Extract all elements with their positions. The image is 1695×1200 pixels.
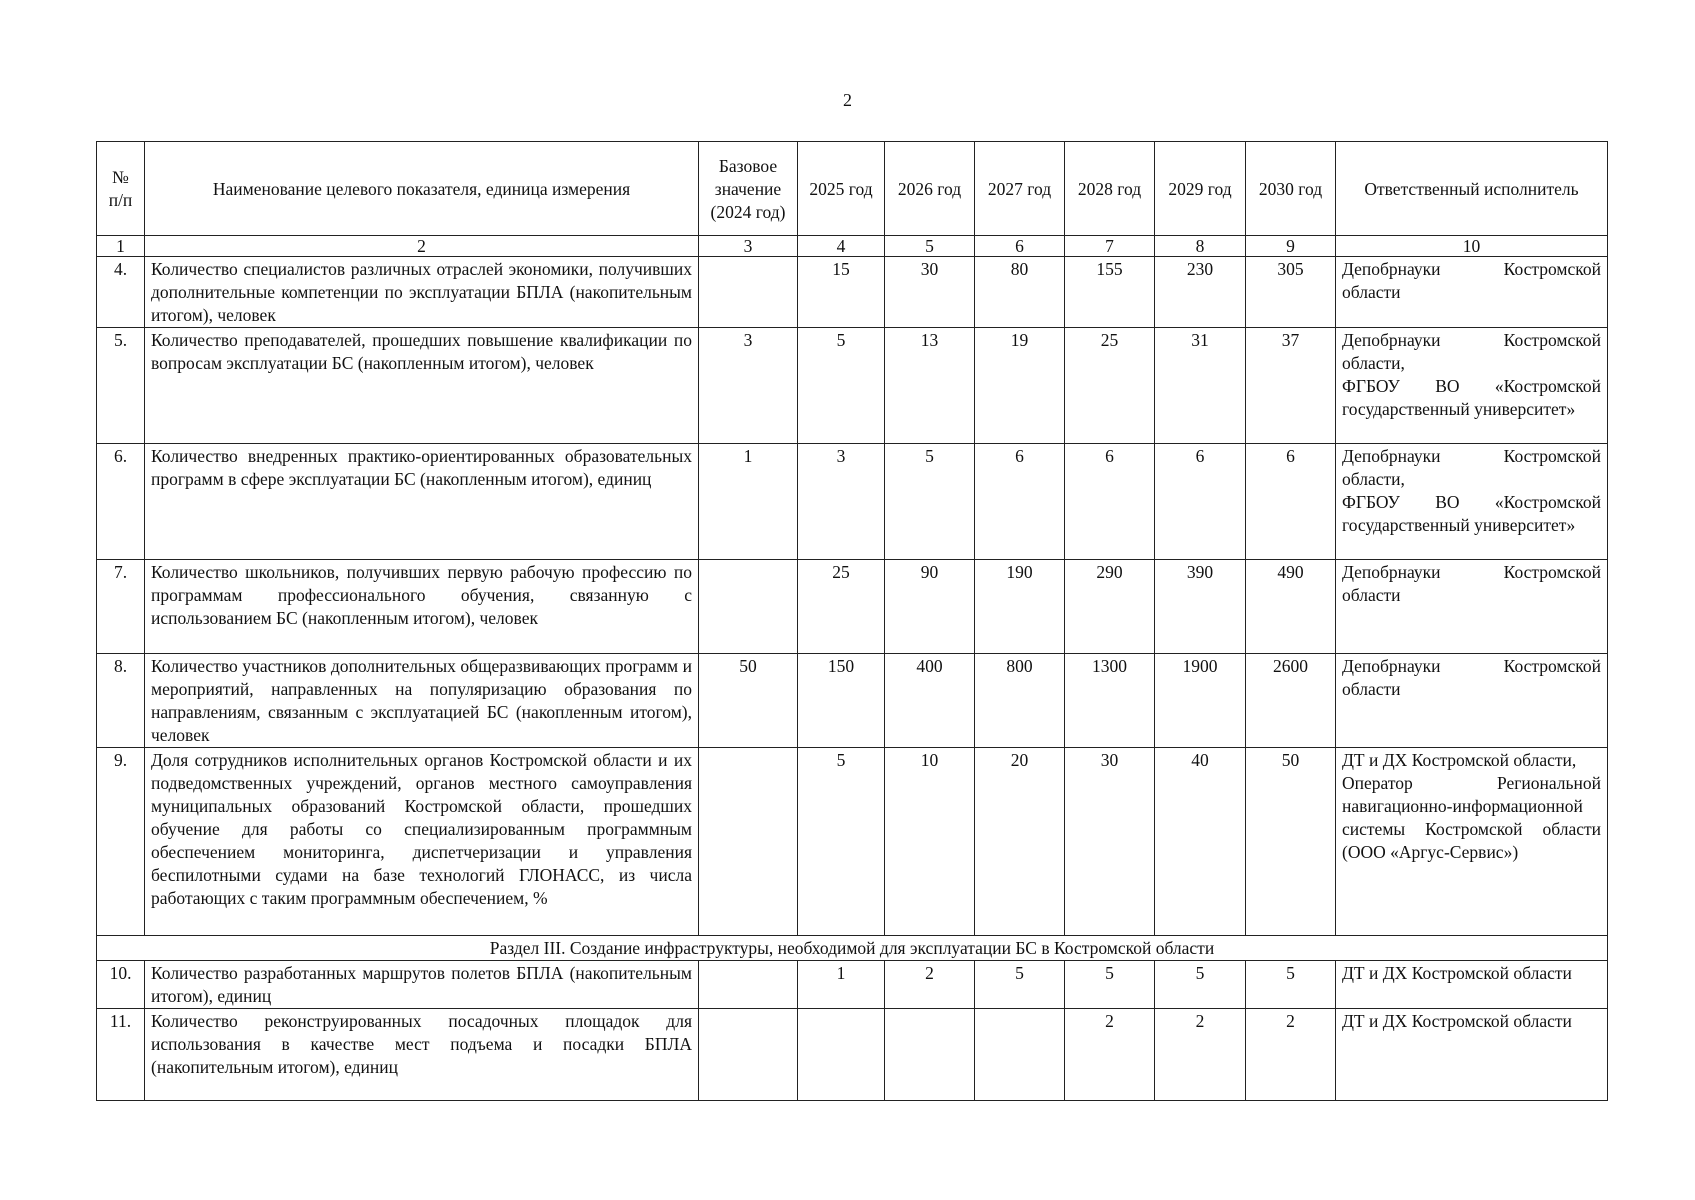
table-row [97, 961, 1608, 1009]
base-value: 3 [699, 328, 798, 444]
year-value: 5 [798, 328, 885, 444]
year-value: 20 [975, 748, 1065, 936]
year-value: 5 [885, 444, 975, 560]
year-value: 25 [798, 560, 885, 654]
column-index-cell: 1 [97, 236, 145, 257]
table-header-row [97, 142, 1608, 236]
year-value: 6 [1246, 444, 1336, 560]
year-value: 40 [1155, 748, 1246, 936]
section-row [97, 936, 1608, 961]
table-row [97, 1009, 1608, 1101]
year-value: 30 [1065, 748, 1155, 936]
row-number: 9. [97, 748, 145, 936]
table-row [97, 560, 1608, 654]
year-value: 390 [1155, 560, 1246, 654]
header-num: № п/п [97, 142, 145, 236]
year-value: 13 [885, 328, 975, 444]
indicator-name: Количество школьников, получивших первую рабочую профессию по программам профессионального обучения, связанную с использованием БС (накопленным итогом), человек [145, 560, 699, 654]
column-index-cell: 2 [145, 236, 699, 257]
responsible-executor [1336, 654, 1608, 748]
year-value: 25 [1065, 328, 1155, 444]
page-number: 2 [843, 90, 852, 110]
header-responsible: Ответственный исполнитель [1336, 142, 1608, 236]
indicator-name: Количество преподавателей, прошедших повышение квалификации по вопросам эксплуатации БС (накопленным итогом), человек [145, 328, 699, 444]
responsible-line: ДТ и ДХ Костромской области [1342, 963, 1572, 983]
responsible-line: Депобрнауки Костромской области [1342, 562, 1601, 605]
indicator-name: Количество специалистов различных отраслей экономики, получивших дополнительные компетенции по эксплуатации БПЛА (накопительным итогом), человек [145, 257, 699, 328]
column-index-row [97, 236, 1608, 257]
year-value: 80 [975, 257, 1065, 328]
year-value: 2600 [1246, 654, 1336, 748]
year-value: 290 [1065, 560, 1155, 654]
table-row [97, 257, 1608, 328]
column-index-cell: 5 [885, 236, 975, 257]
year-value: 2 [1246, 1009, 1336, 1101]
base-value [699, 257, 798, 328]
indicator-name: Доля сотрудников исполнительных органов Костромской области и их подведомственных учреждений, органов местного самоуправления муниципальных образований Костромской области, прошедших обучение для работы со специализированным программным обеспечением мониторинга, диспетчеризации и управления беспилотными судами на базе технологий ГЛОНАСС, из числа работающих с таким программным обеспечением, % [145, 748, 699, 936]
row-number: 10. [97, 961, 145, 1009]
base-value [699, 560, 798, 654]
header-year-2029: 2029 год [1155, 142, 1246, 236]
year-value: 90 [885, 560, 975, 654]
year-value: 5 [1065, 961, 1155, 1009]
row-number: 8. [97, 654, 145, 748]
year-value: 800 [975, 654, 1065, 748]
responsible-line: ФГБОУ ВО «Костромской государственный университет» [1342, 376, 1601, 419]
header-year-2027: 2027 год [975, 142, 1065, 236]
responsible-executor [1336, 257, 1608, 328]
responsible-line: Депобрнауки Костромской области, [1342, 446, 1601, 489]
header-name: Наименование целевого показателя, единица измерения [145, 142, 699, 236]
year-value: 1 [798, 961, 885, 1009]
table-row [97, 444, 1608, 560]
year-value: 5 [1246, 961, 1336, 1009]
section-title: Раздел III. Создание инфраструктуры, необходимой для эксплуатации БС в Костромской области [97, 936, 1608, 961]
indicator-name: Количество реконструированных посадочных площадок для использования в качестве мест подъема и посадки БПЛА (накопительным итогом), единиц [145, 1009, 699, 1101]
row-number: 7. [97, 560, 145, 654]
year-value: 6 [1155, 444, 1246, 560]
indicators-table [96, 141, 1608, 1101]
responsible-line: ДТ и ДХ Костромской области [1342, 1011, 1572, 1031]
year-value [975, 1009, 1065, 1101]
responsible-executor [1336, 560, 1608, 654]
base-value [699, 748, 798, 936]
responsible-line: ФГБОУ ВО «Костромской государственный университет» [1342, 492, 1601, 535]
header-year-2025: 2025 год [798, 142, 885, 236]
column-index-cell: 4 [798, 236, 885, 257]
year-value: 10 [885, 748, 975, 936]
year-value: 305 [1246, 257, 1336, 328]
header-year-2030: 2030 год [1246, 142, 1336, 236]
header-year-2028: 2028 год [1065, 142, 1155, 236]
year-value: 2 [1155, 1009, 1246, 1101]
year-value: 6 [1065, 444, 1155, 560]
column-index-cell: 3 [699, 236, 798, 257]
column-index-cell: 9 [1246, 236, 1336, 257]
column-index-cell: 6 [975, 236, 1065, 257]
responsible-executor [1336, 328, 1608, 444]
base-value: 50 [699, 654, 798, 748]
column-index-cell: 8 [1155, 236, 1246, 257]
header-year-2026: 2026 год [885, 142, 975, 236]
year-value: 3 [798, 444, 885, 560]
indicator-name: Количество участников дополнительных общеразвивающих программ и мероприятий, направленных на популяризацию образования по направлениям, связанным с эксплуатацией БС (накопленным итогом), человек [145, 654, 699, 748]
year-value: 1300 [1065, 654, 1155, 748]
year-value: 2 [1065, 1009, 1155, 1101]
year-value: 2 [885, 961, 975, 1009]
header-base: Базовое значение (2024 год) [699, 142, 798, 236]
year-value [885, 1009, 975, 1101]
indicator-name: Количество разработанных маршрутов полетов БПЛА (накопительным итогом), единиц [145, 961, 699, 1009]
year-value: 190 [975, 560, 1065, 654]
year-value: 50 [1246, 748, 1336, 936]
responsible-line: Депобрнауки Костромской области [1342, 656, 1601, 699]
column-index-cell: 10 [1336, 236, 1608, 257]
year-value: 30 [885, 257, 975, 328]
year-value: 6 [975, 444, 1065, 560]
year-value: 31 [1155, 328, 1246, 444]
base-value: 1 [699, 444, 798, 560]
responsible-executor [1336, 748, 1608, 936]
base-value [699, 961, 798, 1009]
table-row [97, 748, 1608, 936]
year-value: 230 [1155, 257, 1246, 328]
year-value: 150 [798, 654, 885, 748]
row-number: 6. [97, 444, 145, 560]
year-value: 400 [885, 654, 975, 748]
column-index-cell: 7 [1065, 236, 1155, 257]
year-value: 19 [975, 328, 1065, 444]
row-number: 11. [97, 1009, 145, 1101]
responsible-executor [1336, 444, 1608, 560]
year-value: 5 [975, 961, 1065, 1009]
base-value [699, 1009, 798, 1101]
table-row [97, 654, 1608, 748]
responsible-executor [1336, 1009, 1608, 1101]
responsible-line: Депобрнауки Костромской области [1342, 259, 1601, 302]
year-value: 37 [1246, 328, 1336, 444]
responsible-line: Депобрнауки Костромской области, [1342, 330, 1601, 373]
year-value [798, 1009, 885, 1101]
row-number: 4. [97, 257, 145, 328]
table-row [97, 328, 1608, 444]
year-value: 5 [1155, 961, 1246, 1009]
year-value: 490 [1246, 560, 1336, 654]
year-value: 155 [1065, 257, 1155, 328]
row-number: 5. [97, 328, 145, 444]
indicator-name: Количество внедренных практико-ориентированных образовательных программ в сфере эксплуатации БС (накопленным итогом), единиц [145, 444, 699, 560]
responsible-executor [1336, 961, 1608, 1009]
year-value: 5 [798, 748, 885, 936]
responsible-line: ДТ и ДХ Костромской области, [1342, 750, 1577, 770]
year-value: 15 [798, 257, 885, 328]
responsible-line: Оператор Региональной навигационно-информационной системы Костромской области (ООО «Аргус-Сервис») [1342, 773, 1601, 862]
year-value: 1900 [1155, 654, 1246, 748]
